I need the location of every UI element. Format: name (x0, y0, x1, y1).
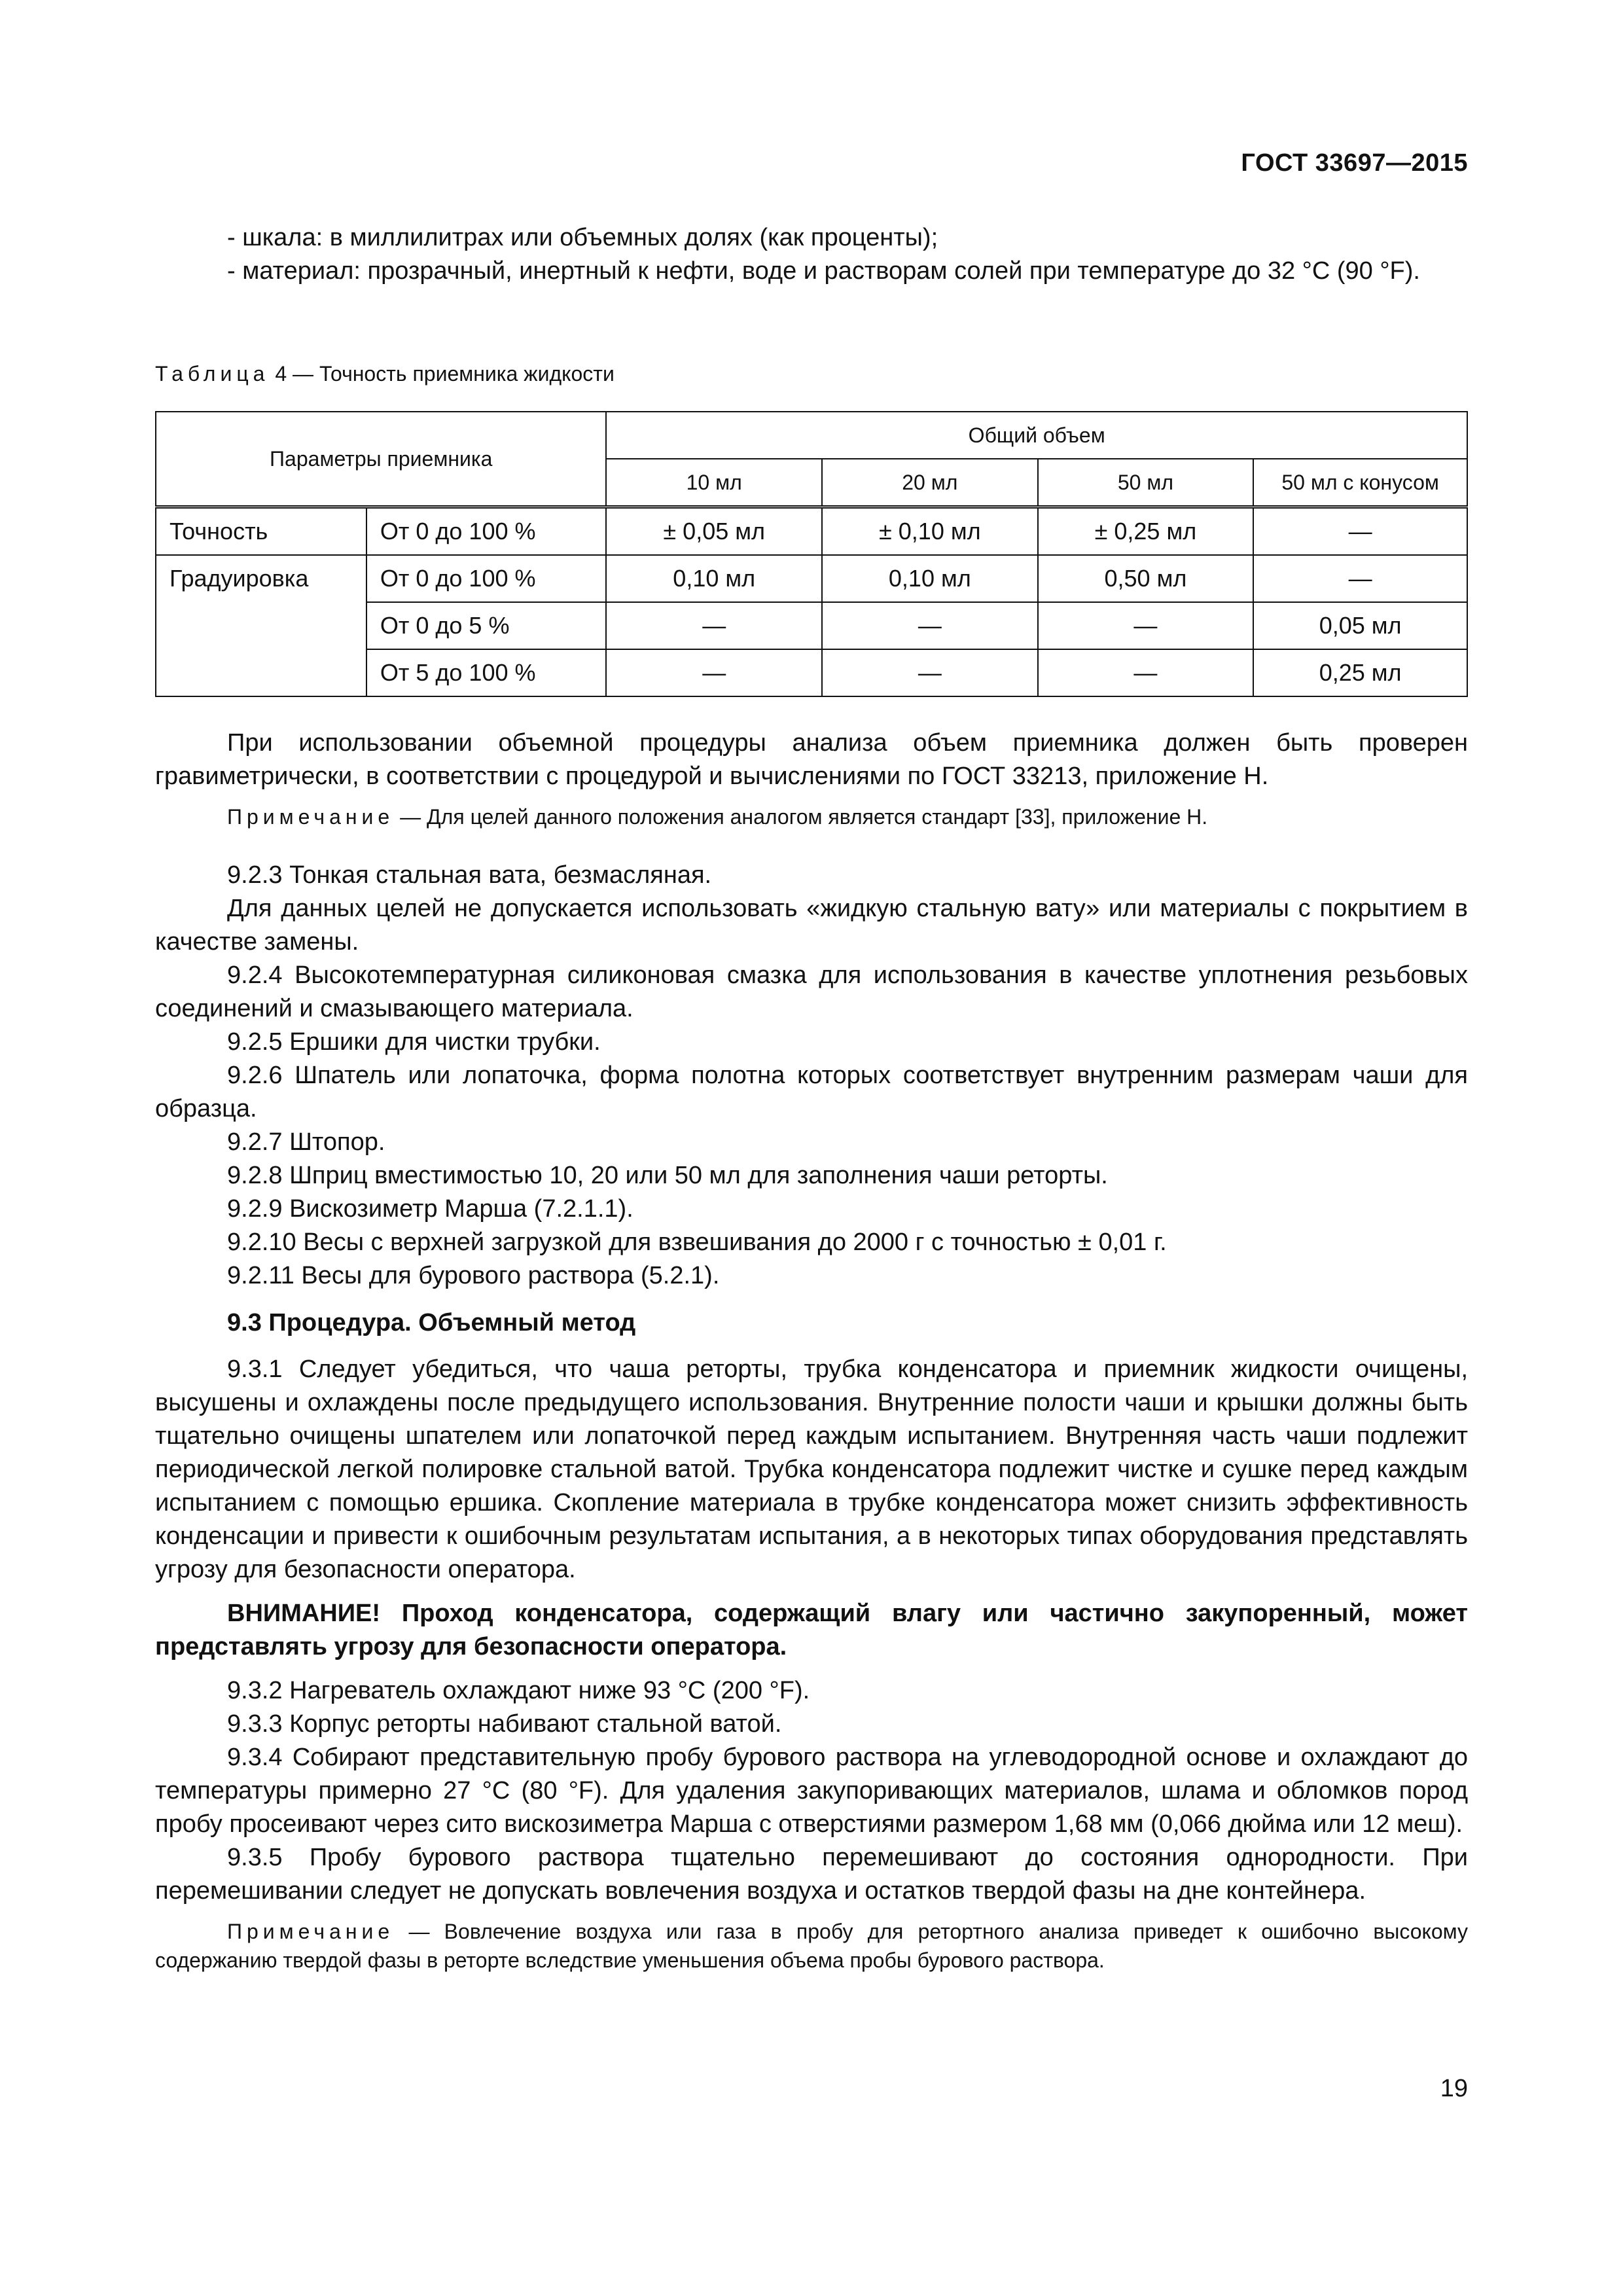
item-9-2-9: 9.2.9 Вискозиметр Марша (7.2.1.1). (227, 1195, 633, 1223)
row-value: ± 0,10 мл (822, 507, 1038, 556)
item-9-2-5: 9.2.5 Ершики для чистки трубки. (227, 1028, 601, 1056)
row-value: 0,10 мл (606, 555, 822, 602)
row-value: — (1253, 507, 1467, 556)
note-1-label: Примечание (227, 805, 395, 829)
row-value: — (822, 602, 1038, 649)
item-9-2-6: 9.2.6 Шпатель или лопаточка, форма полотна которых соответствует внутренним размерам чаши для образца. (155, 1062, 1468, 1122)
section-9-3-block (155, 1306, 1468, 1975)
document-number: ГОСТ 33697—2015 (1241, 149, 1468, 177)
header-volume-10: 10 мл (606, 459, 822, 507)
warning-paragraph: ВНИМАНИЕ! Проход конденсатора, содержащий влагу или частично закупоренный, может представлять угрозу для безопасности оператора. (155, 1600, 1468, 1660)
row-range: От 5 до 100 % (366, 649, 607, 696)
items-9-2-block (155, 859, 1468, 1293)
row-range: От 0 до 100 % (366, 555, 607, 602)
page-number: 19 (1440, 2075, 1468, 2102)
row-value: 0,10 мл (822, 555, 1038, 602)
item-9-2-4: 9.2.4 Высокотемпературная силиконовая смазка для использования в качестве уплотнения резьбовых соединений и смазывающего материала. (155, 961, 1468, 1022)
volumetric-check-block (155, 726, 1468, 831)
row-value: — (822, 649, 1038, 696)
section-9-3-title: 9.3 Процедура. Объемный метод (227, 1309, 636, 1336)
header-params: Параметры приемника (156, 412, 606, 507)
row-value: ± 0,05 мл (606, 507, 822, 556)
item-9-2-3: 9.2.3 Тонкая стальная вата, безмасляная. (227, 861, 712, 889)
table-caption-text: 4 — Точность приемника жидкости (275, 362, 615, 386)
item-9-2-8: 9.2.8 Шприц вместимостью 10, 20 или 50 мл для заполнения чаши реторты. (227, 1162, 1108, 1189)
volumetric-check-paragraph: При использовании объемной процедуры анализа объем приемника должен быть проверен гравиметрически, в соответствии с процедурой и вычислениями по ГОСТ 33213, приложение Н. (155, 729, 1468, 790)
item-9-2-3-note: Для данных целей не допускается использовать «жидкую стальную вату» или материалы с покрытием в качестве замены. (155, 895, 1468, 956)
row-value: — (606, 649, 822, 696)
item-9-2-10: 9.2.10 Весы с верхней загрузкой для взвешивания до 2000 г с точностью ± 0,01 г. (227, 1229, 1167, 1256)
receiver-accuracy-table (155, 411, 1468, 697)
item-9-2-11: 9.2.11 Весы для бурового раствора (5.2.1). (227, 1262, 720, 1289)
item-9-3-1: 9.3.1 Следует убедиться, что чаша реторты, трубка конденсатора и приемник жидкости очищены, высушены и охлаждены после предыдущего использования. Внутренние полости чаши и крышки должны быть тщательно очищены шпателем или лопаточкой перед каждым испытанием. Внутренняя часть чаши подлежит периодической легкой полировке стальной ватой. Трубка конденсатора подлежит чистке и сушке перед каждым испытанием с помощью ершика. Скопление материала в трубке конденсатора может снизить эффективность конденсации и привести к ошибочным результатам испытания, а в некоторых типах оборудования представлять угрозу для безопасности оператора. (155, 1355, 1468, 1583)
row-range: От 0 до 100 % (366, 507, 607, 556)
note-2-text: — Вовлечение воздуха или газа в пробу для ретортного анализа приведет к ошибочно высокому содержанию твердой фазы в реторте вследствие уменьшения объема пробы бурового раствора. (155, 1920, 1469, 1972)
table-row (156, 507, 1467, 556)
item-9-3-4: 9.3.4 Собирают представительную пробу бурового раствора на углеводородной основе и охлаждают до температуры примерно 27 °С (80 °F). Для удаления закупоривающих материалов, шлама и обломков пород пробу просеивают через сито вискозиметра Марша с отверстиями размером 1,68 мм (0,066 дюйма или 12 меш). (155, 1744, 1468, 1838)
row-value: ± 0,25 мл (1038, 507, 1254, 556)
table-row (156, 555, 1467, 602)
item-9-2-7: 9.2.7 Штопор. (227, 1128, 385, 1156)
row-value: 0,25 мл (1253, 649, 1467, 696)
row-range: От 0 до 5 % (366, 602, 607, 649)
note-1 (155, 802, 1468, 831)
row-param: Градуировка (156, 555, 366, 696)
table-caption-label: Таблица (155, 362, 270, 386)
row-value: — (1038, 602, 1254, 649)
intro-material-line: - материал: прозрачный, инертный к нефти, воде и растворам солей при температуре до 32 °С (90 °F). (227, 257, 1420, 285)
header-total-volume: Общий объем (606, 412, 1467, 459)
row-value: 0,50 мл (1038, 555, 1254, 602)
intro-scale-line: - шкала: в миллилитрах или объемных долях (как проценты); (227, 224, 938, 251)
row-value: — (606, 602, 822, 649)
note-2 (155, 1917, 1468, 1975)
row-value: — (1253, 555, 1467, 602)
header-volume-50-cone: 50 мл с конусом (1253, 459, 1467, 507)
row-value: — (1038, 649, 1254, 696)
note-2-label: Примечание (227, 1920, 395, 1943)
item-9-3-2: 9.3.2 Нагреватель охлаждают ниже 93 °С (200 °F). (227, 1677, 810, 1704)
intro-block (155, 221, 1468, 288)
header-volume-50: 50 мл (1038, 459, 1254, 507)
row-param: Точность (156, 507, 366, 556)
note-1-text: — Для целей данного положения аналогом является стандарт [33], приложение Н. (400, 805, 1208, 829)
row-value: 0,05 мл (1253, 602, 1467, 649)
table-caption (155, 362, 615, 386)
item-9-3-3: 9.3.3 Корпус реторты набивают стальной ватой. (227, 1710, 782, 1738)
item-9-3-5: 9.3.5 Пробу бурового раствора тщательно перемешивают до состояния однородности. При перемешивании следует не допускать вовлечения воздуха и остатков твердой фазы на дне контейнера. (155, 1844, 1468, 1905)
header-volume-20: 20 мл (822, 459, 1038, 507)
